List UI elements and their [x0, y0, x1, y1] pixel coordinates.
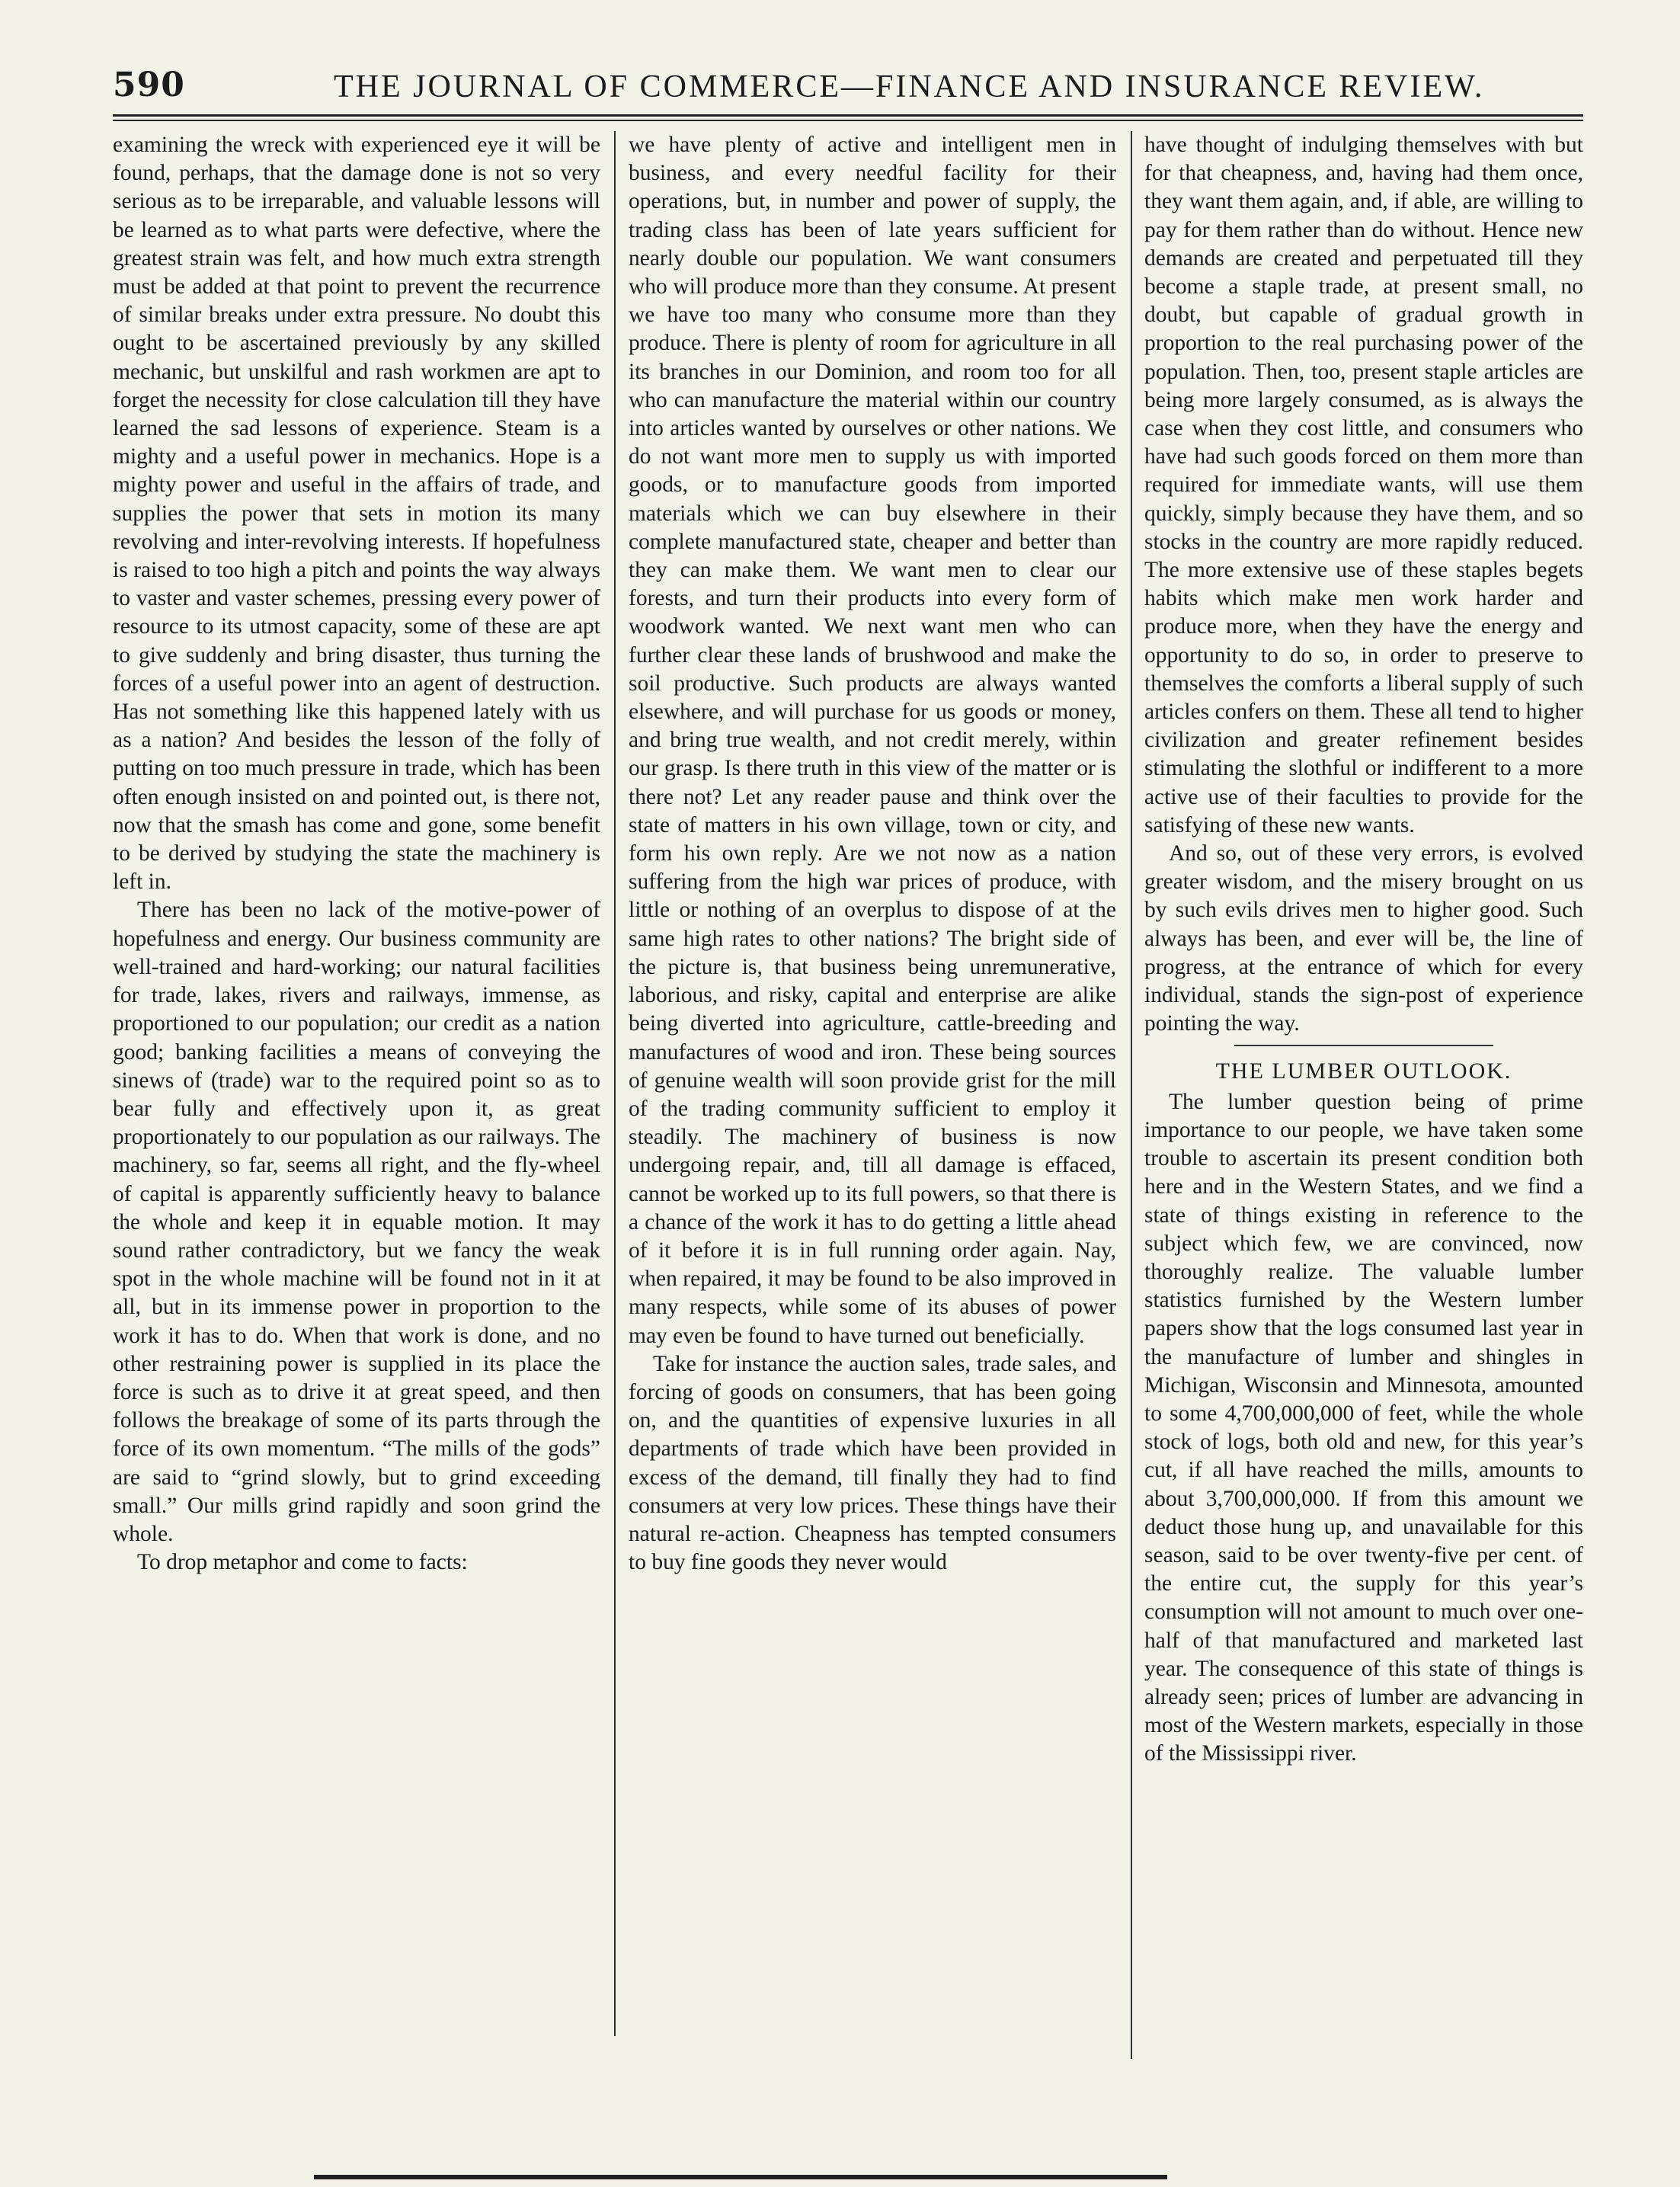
page-number: 590: [113, 66, 185, 104]
section-heading: THE LUMBER OUTLOOK.: [1215, 1058, 1512, 1084]
column-1: [113, 131, 600, 2051]
paragraph: we have plenty of active and intelligent men in business, and every needful facility for their operations, but, in number and power of supply, the trading class has been of late years sufficient for nearly double our population. We want consumers who will produce more than they consume. At present we have too many who consume more than they produce. There is plenty of room for agriculture in all its branches in our Dominion, and room too for all who can manufacture the material within our country into articles wanted by ourselves or other nations. We do not want more men to supply us with imported goods, or to manufacture goods from imported materials which we can buy elsewhere in their complete manufactured state, cheaper and better than they can make them. We want men to clear our forests, and turn their products into every form of woodwork wanted. We next want men who can further clear these lands of brushwood and make the soil productive. Such products are always wanted elsewhere, and will purchase for us goods or money, and bring true wealth, and not credit merely, within our grasp. Is there truth in this view of the matter or is there not? Let any reader pause and think over the state of matters in his own village, town or city, and form his own reply. Are we not now as a nation suffering from the high war prices of produce, with little or nothing of an overplus to dispose of at the same high rates to other nations? The bright side of the picture is, that business being unremunerative, laborious, and risky, capital and enterprise are alike being diverted into agriculture, cattle-breeding and manufactures of wood and iron. These being sources of genuine wealth will soon provide grist for the mill of the trading community sufficient to employ it steadily. The machinery of business is now undergoing repair, and, till all damage is effaced, cannot be worked up to its full powers, so that there is a chance of the work it has to do getting a little ahead of it before it is in full running order again. Nay, when repaired, it may be found to be also improved in many respects, while some of its abuses of power may even be found to have turned out beneficially.: [629, 133, 1116, 1348]
column-3: [1144, 131, 1583, 2051]
column-2: [629, 131, 1116, 2051]
paragraph: There has been no lack of the motive-power of hopefulness and energy. Our business community are well-trained and hard-working; our natural facilities for trade, lakes, rivers and railways, immense, as proportioned to our population; our credit as a nation good; banking facilities a means of conveying the sinews of (trade) war to the required point so as to bear fully and effectively upon it, as great proportionately to our population as our railways. The machinery, so far, seems all right, and the fly-wheel of capital is apparently sufficiently heavy to balance the whole and keep it in equable motion. It may sound rather contradictory, but we fancy the weak spot in the whole machine will be found not in it at all, but in its immense power in proportion to the work it has to do. When that work is done, and no other restraining power is supplied in its place the force is such as to drive it at great speed, and then follows the breakage of some of its parts through the force of its own momentum. “The mills of the gods” are said to “grind slowly, but to grind exceeding small.” Our mills grind rapidly and soon grind the whole.: [113, 898, 600, 1546]
footer-rule: [314, 2175, 1167, 2179]
paragraph: The lumber question being of prime importance to our people, we have taken some trouble to ascertain its present condition both here and in the Western States, and we find a state of things existing in reference to the subject which few, we are convinced, now thoroughly realize. The valuable lumber statistics furnished by the Western lumber papers show that the logs consumed last year in the manufacture of lumber and shingles in Michigan, Wisconsin and Minnesota, amounted to some 4,700,000,000 of feet, while the whole stock of logs, both old and new, for this year’s cut, if all have reached the mills, amounts to about 3,700,000,000. If from this amount we deduct those hung up, and unavailable for this season, said to be over twenty-five per cent. of the entire cut, the supply for this year’s consumption will not amount to much over one-half of that manufactured and marketed last year. The consequence of this state of things is already seen; prices of lumber are advancing in most of the Western markets, especially in those of the Mississippi river.: [1144, 1089, 1583, 1766]
journal-title: THE JOURNAL OF COMMERCE—FINANCE AND INSURANCE REVIEW.: [334, 69, 1485, 104]
column-divider: [1131, 131, 1132, 2059]
paragraph: And so, out of these very errors, is evolved greater wisdom, and the misery brought on us by such evils drives men to higher good. Such always has been, and ever will be, the line of progress, at the entrance of which for every individual, stands the sign-post of experience pointing the way.: [1144, 841, 1583, 1036]
page-header: [113, 66, 1583, 111]
section-divider: [1234, 1045, 1493, 1046]
paragraph: Take for instance the auction sales, trade sales, and forcing of goods on consumers, that has been going on, and the quantities of expensive luxuries in all departments of trade which have been provided in excess of the demand, till finally they had to find consumers at very low prices. These things have their natural re-action. Cheapness has tempted consumers to buy fine goods they never would: [629, 1351, 1116, 1575]
header-rule: [113, 114, 1583, 121]
column-divider: [614, 131, 616, 2036]
paragraph: examining the wreck with experienced eye it will be found, perhaps, that the damage done is not so very serious as to be irreparable, and valuable lessons will be learned as to what parts were defective, where the greatest strain was felt, and how much extra strength must be added at that point to prevent the recurrence of similar breaks under extra pressure. No doubt this ought to be ascertained previously by any skilled mechanic, but unskilful and rash workmen are apt to forget the necessity for close calculation till they have learned the sad lessons of experience. Steam is a mighty and a useful power in mechanics. Hope is a mighty power and useful in the affairs of trade, and supplies the power that sets in motion its many revolving and inter-revolving interests. If hopefulness is raised to too high a pitch and points the way always to vaster and vaster schemes, pressing every power of resource to its utmost capacity, some of these are apt to give suddenly and bring disaster, thus turning the forces of a useful power into an agent of destruction. Has not something like this happened lately with us as a nation? And besides the lesson of the folly of putting on too much pressure in trade, which has been often enough insisted on and pointed out, is there not, now that the smash has come and gone, some benefit to be derived by studying the state the machinery is left in.: [113, 133, 600, 895]
paragraph: To drop metaphor and come to facts:: [137, 1550, 468, 1575]
paragraph: have thought of indulging themselves with but for that cheapness, and, having had them once, they want them again, and, if able, are willing to pay for them rather than do without. Hence new demands are created and perpetuated till they become a staple trade, at present small, no doubt, but capable of gradual growth in proportion to the real purchasing power of the population. Then, too, present staple articles are being more largely consumed, as is always the case when they cost little, and consumers who have had such goods forced on them more than required for immediate wants, will use them quickly, simply because they have them, and so stocks in the country are more rapidly reduced. The more extensive use of these staples begets habits which make men work harder and produce more, when they have the energy and opportunity to do so, in order to preserve to themselves the comforts a liberal supply of such articles confers on them. These all tend to higher civilization and greater refinement besides stimulating the slothful or indifferent to a more active use of their faculties to provide for the satisfying of these new wants.: [1144, 133, 1583, 837]
